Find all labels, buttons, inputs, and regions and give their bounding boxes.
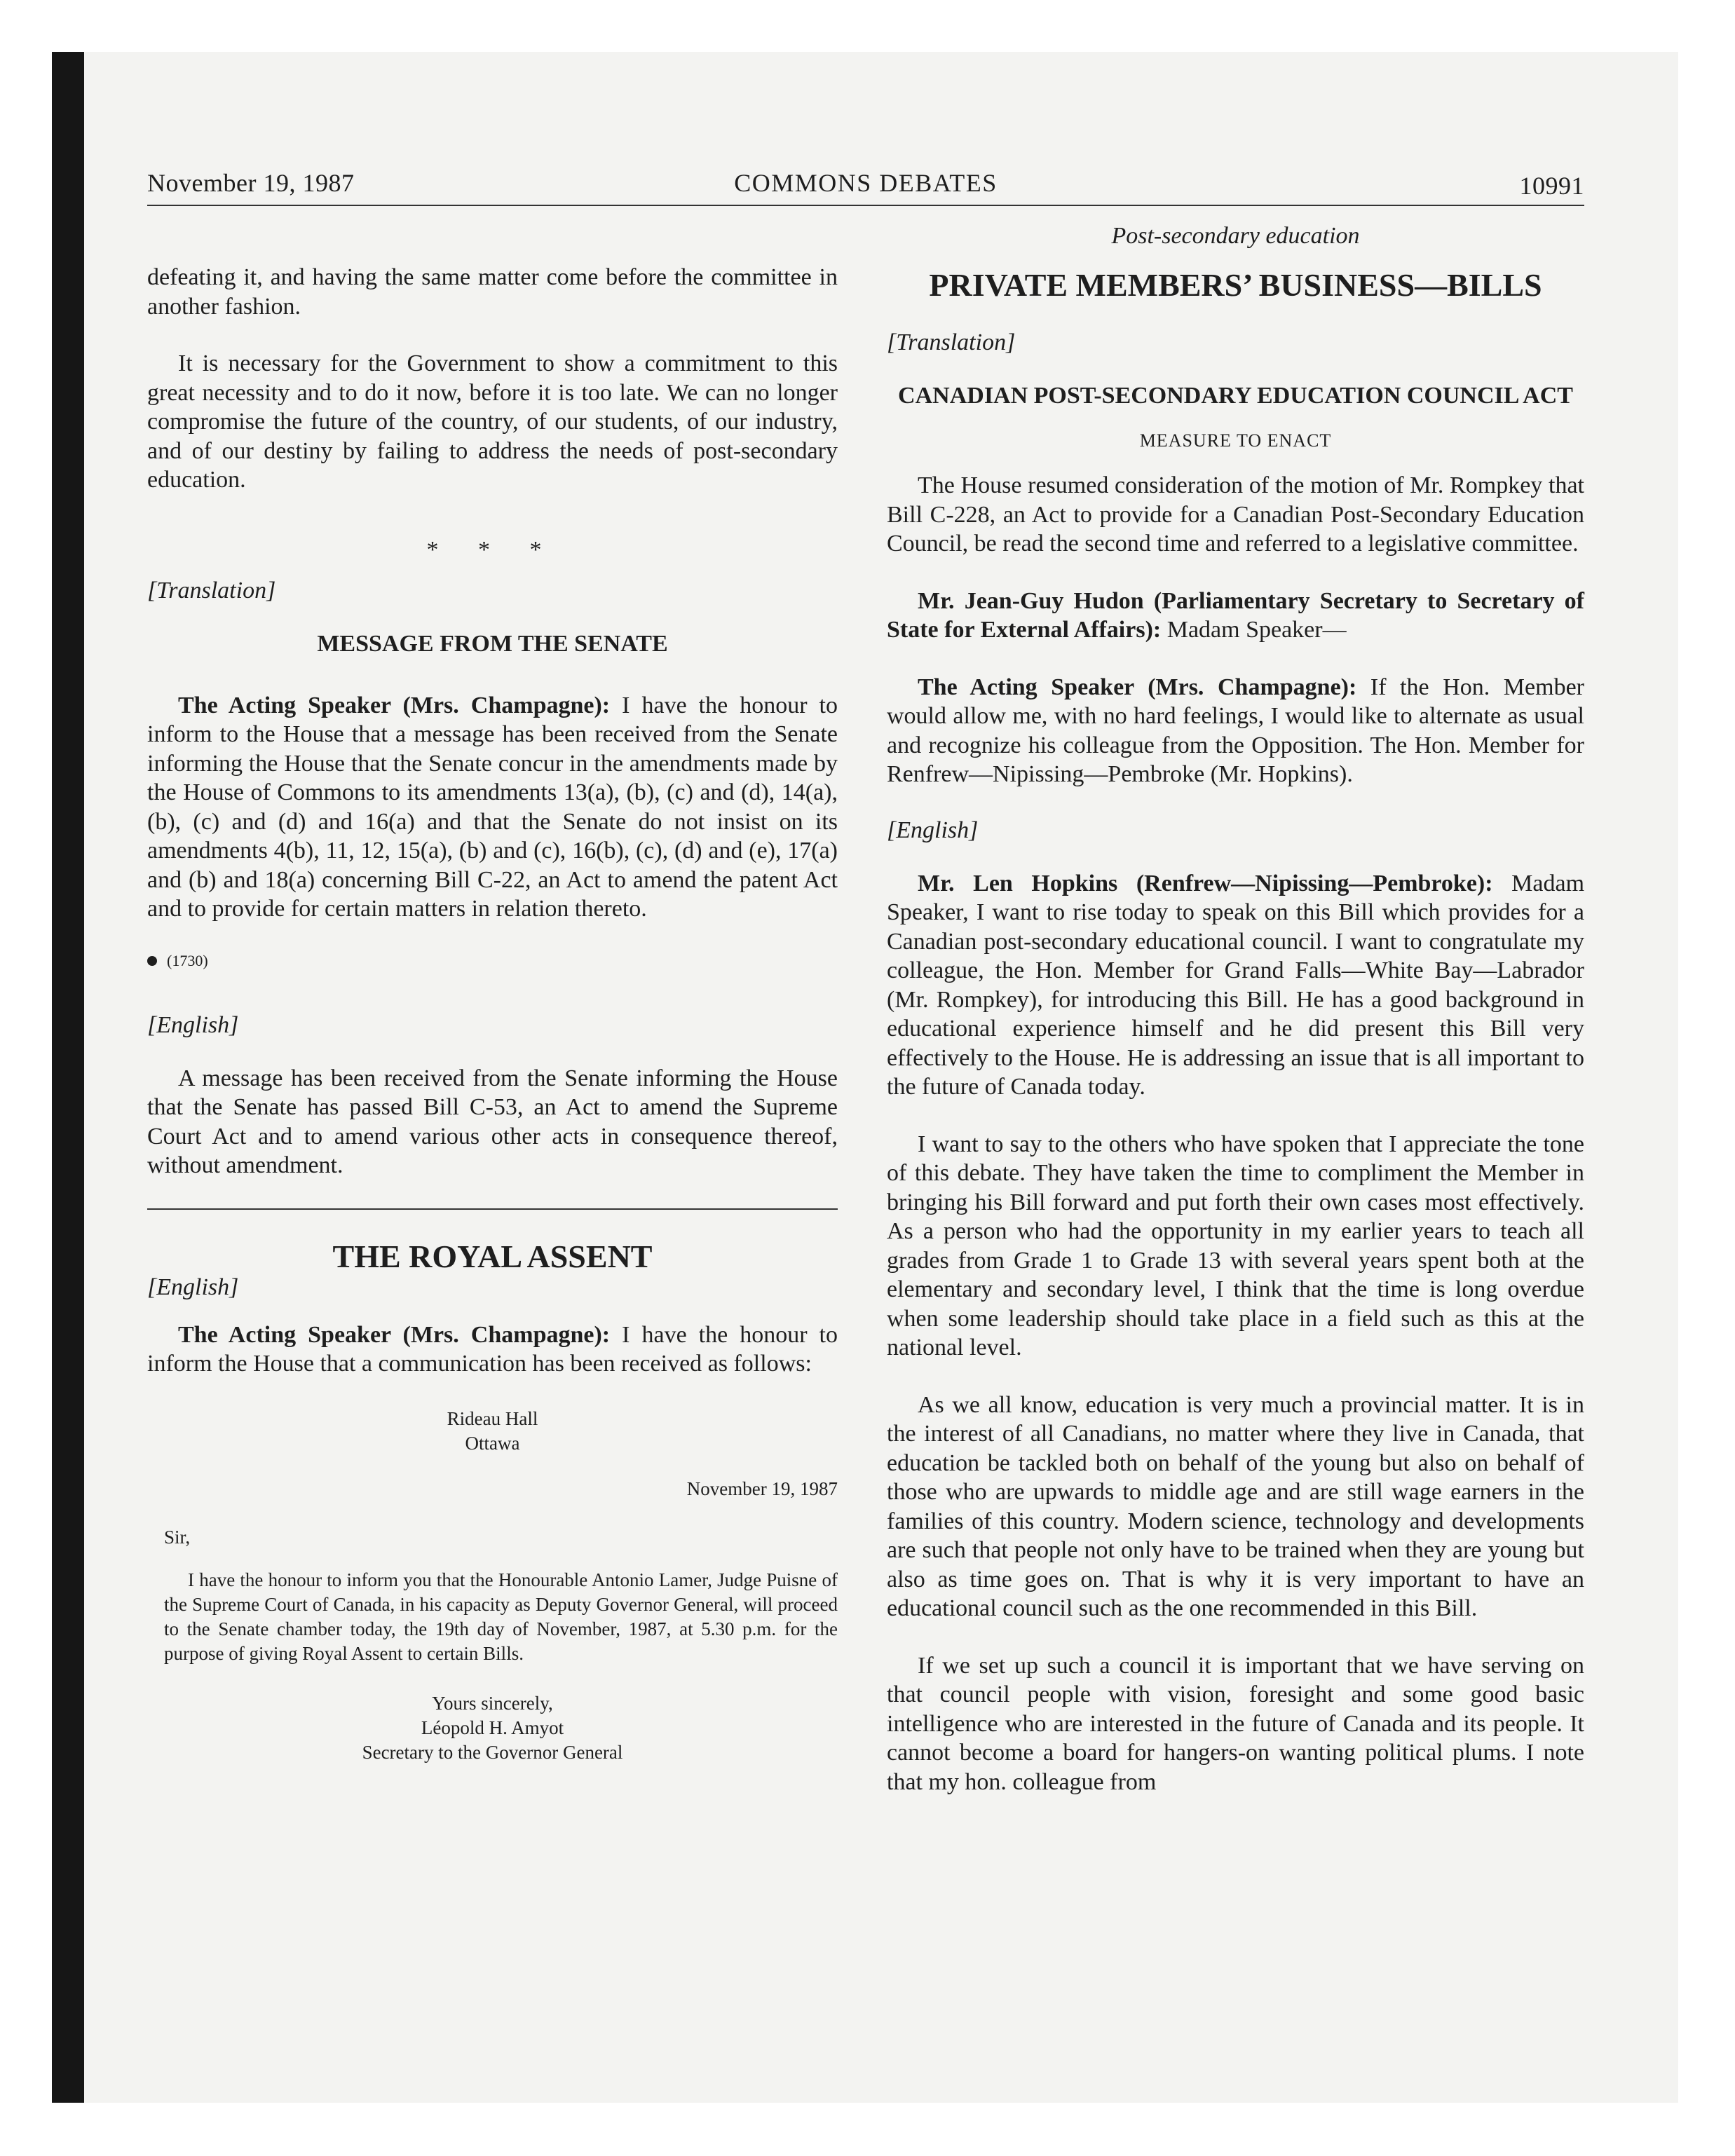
paragraph: I want to say to the others who have spoken that I appreciate the tone of this debate. They have taken the time to compliment the Member in bringing his Bill forward and put forth their own cases most effectively. As a person who had the opportunity in my earlier years to teach all grades from Grade 1 to Grade 13 with several years spent both at the elementary and secondary level, I think that the time is long overdue when some leadership should take place in a field such as this at the national level.: [887, 1131, 1584, 1360]
speech-text: I have the honour to inform to the House that a message has been received from the Senate informing the House that the Senate concur in the amendments made by the House of Commons to its amendments 13(a), (b), (c) and (d), 14(a), (b), (c) and (d) and 16(a) and that the Senate do not insist on its amendments 4(b), 11, 12, 15(a), (b) and (c), 16(b), (c), (d) and (e), 17(a) and (b) and 18(a) concerning Bill C-22, an Act to amend the patent Act and to provide for certain matters in relation thereto.: [147, 692, 838, 922]
heading-message-from-senate: MESSAGE FROM THE SENATE: [317, 630, 668, 657]
language-tag: [Translation]: [147, 577, 276, 603]
letter-place: Rideau Hall: [447, 1407, 538, 1429]
subheading-measure: MEASURE TO ENACT: [1139, 430, 1332, 451]
language-tag: [English]: [147, 1274, 239, 1300]
speaker-name: Mr. Jean-Guy Hudon (Parliamentary Secretary to Secretary of State for External Affairs):: [887, 587, 1584, 643]
letter-signer-title: Secretary to the Governor General: [362, 1741, 623, 1763]
letter-city: Ottawa: [465, 1432, 520, 1454]
speech-text: Madam Speaker—: [1166, 617, 1347, 643]
speaker-name: The Acting Speaker (Mrs. Champagne):: [178, 692, 611, 718]
timestamp-text: (1730): [167, 951, 208, 969]
speaker-name: The Acting Speaker (Mrs. Champagne):: [178, 1321, 611, 1348]
letter-salutation: Sir,: [164, 1526, 191, 1548]
royal-assent-heading-block: [147, 1238, 838, 1301]
speaker-paragraph: [887, 869, 1584, 1102]
left-column: [147, 263, 838, 1765]
page-number: 10991: [1519, 172, 1584, 200]
paragraph: A message has been received from the Senate informing the House that the Senate has passed Bill C-53, an Act to amend the Supreme Court Act and to amend various other acts in consequence thereof, without amendment.: [147, 1065, 838, 1178]
letter-body: I have the honour to inform you that the Honourable Antonio Lamer, Judge Puisne of the Supreme Court of Canada, in his capacity as Deputy Governor General, will proceed to the Senate chamber today, the 19th day of November, 1987, at 5.30 p.m. for the purpose of giving Royal Assent to certain Bills.: [164, 1569, 838, 1664]
header-title: COMMONS DEBATES: [734, 169, 998, 197]
speaker-name: Mr. Len Hopkins (Renfrew—Nipissing—Pembroke):: [918, 870, 1493, 896]
section-label: Post-secondary education: [1111, 223, 1360, 249]
language-tag: [English]: [887, 817, 979, 843]
letter-closing: Yours sincerely,: [432, 1692, 553, 1714]
heading-royal-assent: THE ROYAL ASSENT: [332, 1238, 653, 1274]
speaker-name: The Acting Speaker (Mrs. Champagne):: [918, 674, 1357, 700]
bullet-icon: [147, 956, 157, 966]
language-tag: [English]: [147, 1011, 239, 1038]
header-rule: [147, 205, 1584, 206]
speaker-paragraph: [147, 691, 838, 924]
heading-private-members-business: PRIVATE MEMBERS’ BUSINESS—BILLS: [929, 267, 1542, 303]
letter-date: November 19, 1987: [686, 1478, 838, 1499]
paragraph: If we set up such a council it is important that we have serving on that council people with vision, foresight and some good basic intelligence who are interested in the future of Canada and its people. It cannot become a board for hangers-on wanting political plums. I note that my hon. colleague from: [887, 1652, 1584, 1795]
scan-binding-edge: [52, 52, 84, 2103]
timestamp: [147, 952, 838, 970]
speaker-paragraph: [887, 673, 1584, 789]
header-date: November 19, 1987: [147, 169, 355, 197]
right-column: [887, 223, 1584, 1824]
running-head: [147, 168, 1584, 207]
paragraph: It is necessary for the Government to show a commitment to this great necessity and to do it now, before it is too late. We can no longer compromise the future of the country, of our students, of our industry, and of our destiny by failing to address the needs of post-secondary education.: [147, 350, 838, 493]
section-rule: [147, 1208, 838, 1210]
paragraph: defeating it, and having the same matter come before the committee in another fashion.: [147, 264, 838, 320]
speech-text: Madam Speaker, I want to rise today to speak on this Bill which provides for a Canadian post-secondary educational council. I want to congratulate my colleague, the Hon. Member for Grand Falls—White Bay—Labrador (Mr. Rompkey), for introducing this Bill. He has a good background in educational experience himself and he did present this Bill very effectively to the House. He is addressing an issue that is all important to the future of Canada today.: [887, 870, 1585, 1100]
royal-assent-letter: [147, 1407, 838, 1765]
letter-signer: Léopold H. Amyot: [421, 1717, 564, 1738]
speaker-paragraph: [147, 1321, 838, 1379]
paragraph: As we all know, education is very much a provincial matter. It is in the interest of all Canadians, no matter where they live in Canada, that education be tackled both on behalf of the young but also on behalf of those who are upwards to middle age and are still wage earners in the families of this country. Modern science, technology and developments are such that people not only have to be trained when they are young but also as time goes on. That is why it is very important to have an educational council such as the one recommended in this Bill.: [887, 1391, 1584, 1621]
speech-text: I have the honour to inform the House that a communication has been received as follows:: [147, 1321, 838, 1377]
paragraph: The House resumed consideration of the motion of Mr. Rompkey that Bill C-228, an Act to provide for a Canadian Post-Secondary Education Council, be read the second time and referred to a legislative committee.: [887, 472, 1584, 557]
language-tag: [Translation]: [887, 329, 1016, 355]
heading-act-title: CANADIAN POST-SECONDARY EDUCATION COUNCIL ACT: [898, 383, 1573, 409]
speaker-paragraph: [887, 587, 1584, 645]
section-separator-stars: * * *: [426, 536, 559, 563]
speech-text: If the Hon. Member would allow me, with no hard feelings, I would like to alternate as usual and recognize his colleague from the Opposition. The Hon. Member for Renfrew—Nipissing—Pembroke (Mr. Hopkins).: [887, 674, 1584, 787]
